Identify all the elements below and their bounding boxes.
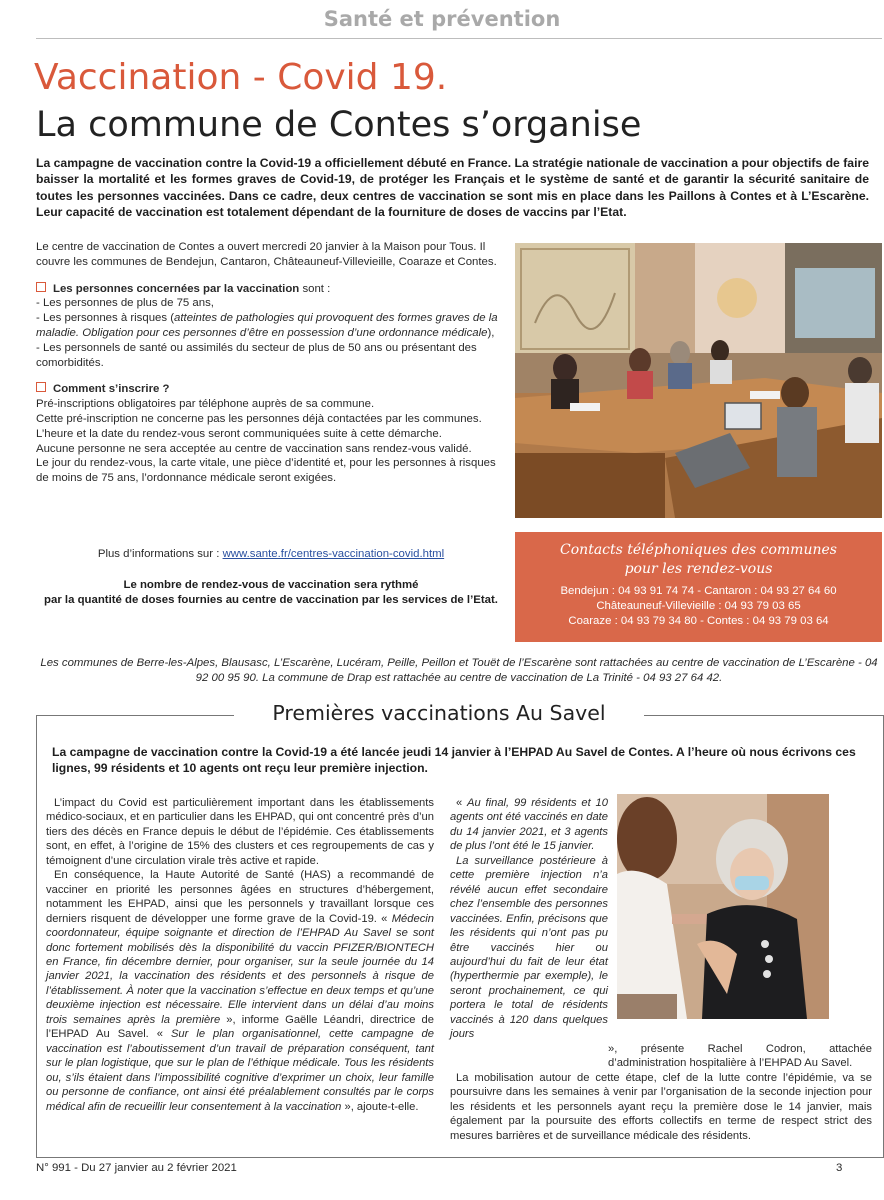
attachment-note: Les communes de Berre-les-Alpes, Blausasc, L’Escarène, Lucéram, Peille, Peillon et Touët de l’Escarène sont rattachées au centre de vaccination de L’Escarène - 04 92 00 95 90. La commune de Drap est rattachée au centre de vaccination de La Trinité - 04 93 27 64 42. [40,657,878,684]
checkbox-bullet-icon [36,382,46,392]
article-left-column [36,240,506,486]
register-line: Le jour du rendez-vous, la carte vitale, une pièce d’identité et, pour les personnes à risques de moins de 75 ans, l’ordonnance médicale seront exigées. [36,457,496,485]
contacts-line: Châteauneuf-Villevieille : 04 93 79 03 65 [596,600,801,612]
centre-paragraph: Le centre de vaccination de Contes a ouvert mercredi 20 janvier à la Maison pour Tous. Il couvre les communes de Bendejun, Cantaron, Châteauneuf-Villevieille, Coaraze et Contes. [36,241,497,268]
savel-right-column-wide [450,1043,872,1143]
concerned-item: - Les personnels de santé ou assimilés du secteur de plus de 50 ans ou présentant des comorbidités. [36,341,477,369]
footer-issue: N° 991 - Du 27 janvier au 2 février 2021 [36,1162,237,1174]
contacts-line: Coaraze : 04 93 79 34 80 - Contes : 04 93 79 03 64 [568,615,829,627]
header-divider [36,38,882,39]
article-intro: La campagne de vaccination contre la Covid-19 a officiellement débuté en France. La stratégie nationale de vaccination a pour objectifs de faire baisser la mortalité et les formes graves de Covid-19, de protéger les Français et le système de santé et de garantir la sécurité sanitaire de toutes les personnes vaccinées. Dans ce cadre, deux centres de vaccination se sont mis en place dans les Paillons à Contes et à L’Escarène. Leur capacité de vaccination est totalement dépendant de la fourniture de doses de vaccins par l’Etat. [36,156,869,219]
savel-title: Premières vaccinations Au Savel [272,701,606,725]
savel-attribution: », présente Rachel Codron, attachée d’administration hospitalière à l’EHPAD Au Savel. [608,1043,872,1070]
page-number: 3 [836,1162,843,1174]
register-line: Pré-inscriptions obligatoires par téléphone auprès de sa commune. [36,398,375,411]
article-title-line2: La commune de Contes s’organise [36,105,642,145]
contacts-heading: Contacts téléphoniques des communes pour les rendez-vous [560,542,837,577]
concerned-item: - Les personnes à risques (atteintes de pathologies qui provoquent des formes graves de la maladie. Obligation pour ces personnes d’être en possession d’une ordonnance médicale), [36,312,498,339]
register-line: L’heure et la date du rendez-vous seront communiquées suite à cette démarche. [36,427,442,440]
rythme-note: Le nombre de rendez-vous de vaccination sera rythmé par la quantité de doses fournies au centre de vaccination par les services de l’Etat. [44,579,498,606]
concerned-item: - Les personnes de plus de 75 ans, [36,297,214,310]
vaccination-centre-photo [515,243,882,518]
savel-left-column [46,796,434,1114]
checkbox-bullet-icon [36,282,46,292]
savel-quote: La surveillance postérieure à cette première injection n’a révélé aucun effet secondaire chez l’ensemble des personnes vaccinées. Enfin, précisons que les résidents qui n’ont pas pu être vaccinés hier ou aujourd’hui du fait de leur état (hyperthermie par exemple), le seront prochainement, ce qui portera le total de résidents vaccinés à 120 dans quelques jours [450,854,608,1041]
savel-right-column [450,796,608,1042]
contacts-line: Bendejun : 04 93 91 74 74 - Cantaron : 04 93 27 64 60 [560,585,837,597]
resident-vaccination-photo [617,794,829,1019]
article-title-line1: Vaccination - Covid 19. [34,57,448,98]
savel-intro: La campagne de vaccination contre la Covid-19 a été lancée jeudi 14 janvier à l’EHPAD Au Savel de Contes. A l’heure où nous écrivons ces lignes, 99 résidents et 10 agents ont reçu leur première injection. [52,745,856,776]
frame-top-left-rule [36,715,234,716]
register-heading: Comment s’inscrire ? [36,382,506,397]
register-line: Cette pré-inscription ne concerne pas les personnes déjà contactées par les communes. [36,412,482,425]
more-info-link[interactable]: www.sante.fr/centres-vaccination-covid.html [222,548,445,560]
savel-quote: « Au final, 99 résidents et 10 agents ont été vaccinés en date du 14 janvier 2021, et 3 agents de plus l’ont été le 15 janvier. [450,797,608,853]
register-line: Aucune personne ne sera acceptée au centre de vaccination sans rendez-vous validé. [36,442,472,455]
savel-paragraph: En conséquence, la Haute Autorité de Santé (HAS) a recommandé de vacciner en priorité les personnes âgées en structures d’hébergement, notamment les EHPAD, ainsi que les personnels y travaillant lorsque ces derniers risquent de développer une forme grave de la Covid-19. « Médecin coordonnateur, équipe soignante et direction de l’EHPAD Au Savel se sont donc fortement mobilisés dès la disponibilité du vaccin PFIZER/BIONTECH en France, fin décembre dernier, pour organiser, sur la seule journée du 14 janvier 2021, la vaccination des résidents et des personnels à risque de l’établissement. À noter que la vaccination s’effectue en deux temps et qu’une deuxième injection est nécessaire. Elle intervient dans un délai d’au moins trois semaines après la première », informe Gaëlle Léandri, directrice de l’EHPAD Au Savel. « Sur le plan organisationnel, cette campagne de vaccination est l’aboutissement d’un travail de préparation conséquent, tant sur le plan logistique, que sur le plan de l’éthique médicale. Tous les résidents ou, s’ils étaient dans l’impossibilité cognitive d’exprimer un choix, leur famille ou personne de confiance, ont ainsi été préalablement consultés par le corps médical afin de recueillir leur consentement à la vaccination », ajoute-t-elle. [46,869,435,1113]
section-title: Santé et prévention [323,7,561,31]
section-header [0,0,884,38]
savel-paragraph: L’impact du Covid est particulièrement important dans les établissements médico-sociaux, et en particulier dans les EHPAD, qui ont concentré près d’un tiers des décès en France depuis le début de l’épidémie. Ces établissements sont, en effet, à l’origine de 15% des clusters et ces regroupements de cas y témoignent d’une circulation virale très active et rapide. [46,797,434,867]
contacts-box [515,532,882,642]
savel-paragraph: La mobilisation autour de cette étape, clef de la lutte contre l’épidémie, va se poursuivre dans les semaines à venir par l’organisation de la seconde injection pour les résidents et les personnels ayant reçu la première dose le 14 janvier, mais également par la poursuite des efforts collectifs en terme de respect strict des mesures barrières et de surveillance médicale des résidents. [450,1071,872,1142]
frame-top-right-rule [644,715,883,716]
concerned-heading: Les personnes concernées par la vaccination sont : [36,282,506,297]
more-info: Plus d’informations sur : www.sante.fr/centres-vaccination-covid.html [97,548,445,560]
